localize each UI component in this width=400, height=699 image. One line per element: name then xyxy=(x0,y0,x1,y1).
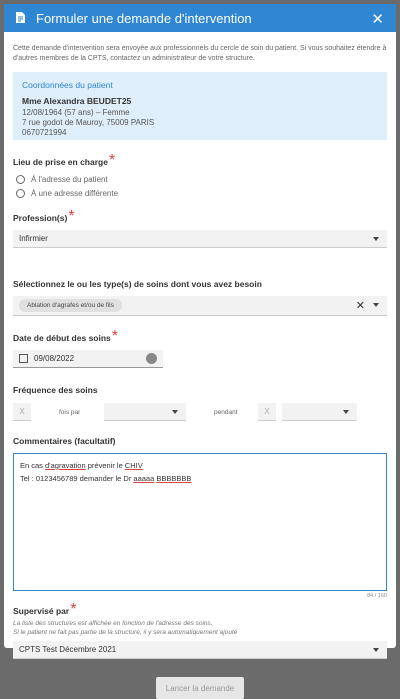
intervention-modal xyxy=(4,4,396,693)
patient-address: 7 rue godot de Mauroy, 75009 PARIS xyxy=(22,118,155,127)
date-input[interactable] xyxy=(13,350,163,368)
lieu-label: Lieu de prise en charge xyxy=(13,157,108,167)
supervise-value: CPTS Test Décembre 2021 xyxy=(19,645,117,654)
patient-section-title: Coordonnées du patient xyxy=(22,80,113,90)
profession-value: Infirmier xyxy=(19,234,48,243)
patient-info-box xyxy=(13,72,387,140)
comment-text: aaaaa xyxy=(133,474,155,483)
comment-line-2 xyxy=(20,472,380,485)
close-icon[interactable]: ✕ xyxy=(371,11,384,28)
frequence-count-input[interactable]: X xyxy=(13,403,31,421)
caret-down-icon xyxy=(373,648,379,652)
required-mark: * xyxy=(111,328,119,345)
duration-select[interactable] xyxy=(282,403,357,421)
required-mark: * xyxy=(68,208,75,225)
caret-down-icon xyxy=(373,237,379,241)
commentaires-textarea[interactable] xyxy=(13,453,387,591)
comment-text: En cas xyxy=(20,461,46,470)
duration-count-input[interactable]: X xyxy=(258,403,276,421)
modal-header xyxy=(4,4,396,32)
radio-label: À une adresse différente xyxy=(31,189,119,198)
comment-line-1 xyxy=(20,459,380,472)
supervise-hint-2: Si le patient ne fait pas partie de la structure, il y sera automatiquement ajouté xyxy=(13,629,238,636)
date-value: 09/08/2022 xyxy=(34,354,75,363)
document-edit-icon xyxy=(14,11,28,25)
soins-chip[interactable]: Ablation d'agrafes et/ou de fils xyxy=(19,299,122,312)
comment-text: d'agravation xyxy=(45,461,86,470)
patient-name: Mme Alexandra BEUDET25 xyxy=(22,96,132,106)
supervise-select[interactable] xyxy=(13,641,387,659)
comment-text: Tel : 0123456789 demander le Dr xyxy=(20,474,134,483)
radio-lieu-patient[interactable] xyxy=(13,175,387,184)
caret-down-icon xyxy=(343,410,349,414)
modal-title: Formuler une demande d'intervention xyxy=(36,10,252,26)
intro-text: Cette demande d'intervention sera envoyée aux professionnels du cercle de soin du patient. Si vous souhaitez étendre à d'autres membres de la CPTS, contactez un administrateur de votre structure. xyxy=(13,45,387,62)
profession-select[interactable] xyxy=(13,230,387,248)
caret-down-icon xyxy=(373,303,379,307)
char-counter: 84 / 160 xyxy=(367,593,387,599)
frequence-row xyxy=(13,403,387,421)
commentaires-label: Commentaires (facultatif) xyxy=(13,436,116,446)
radio-icon[interactable] xyxy=(16,189,25,198)
profession-label: Profession(s) xyxy=(13,213,68,223)
date-label: Date de début des soins xyxy=(13,333,111,343)
caret-down-icon xyxy=(172,410,178,414)
required-mark: * xyxy=(70,601,77,618)
comment-text: BBBBBBB xyxy=(156,474,192,483)
soins-label: Sélectionnez le ou les type(s) de soins dont vous avez besoin xyxy=(13,279,262,289)
clear-icon[interactable]: ✕ xyxy=(355,300,365,312)
radio-icon[interactable] xyxy=(16,175,25,184)
supervise-hint-1: La liste des structures est affichée en fonction de l'adresse des soins. xyxy=(13,620,213,627)
radio-lieu-other[interactable] xyxy=(13,189,387,198)
patient-phone: 0670721994 xyxy=(22,128,67,137)
patient-birth: 12/08/1964 (57 ans) – Femme xyxy=(22,108,130,117)
period-select[interactable] xyxy=(104,403,186,421)
comment-text: prévenir le xyxy=(85,461,125,470)
calendar-icon[interactable] xyxy=(19,354,28,363)
supervise-label: Supervisé par xyxy=(13,606,70,616)
frequence-label: Fréquence des soins xyxy=(13,385,98,395)
soins-multiselect[interactable] xyxy=(13,296,387,316)
check-circle-icon xyxy=(146,353,157,364)
submit-button[interactable]: Lancer la demande xyxy=(156,677,244,699)
radio-label: À l'adresse du patient xyxy=(31,175,108,184)
comment-text: CHIV xyxy=(124,461,143,470)
required-mark: * xyxy=(108,152,116,169)
fois-par-label: fois par xyxy=(59,408,81,416)
pendant-label: pendant xyxy=(214,408,238,416)
